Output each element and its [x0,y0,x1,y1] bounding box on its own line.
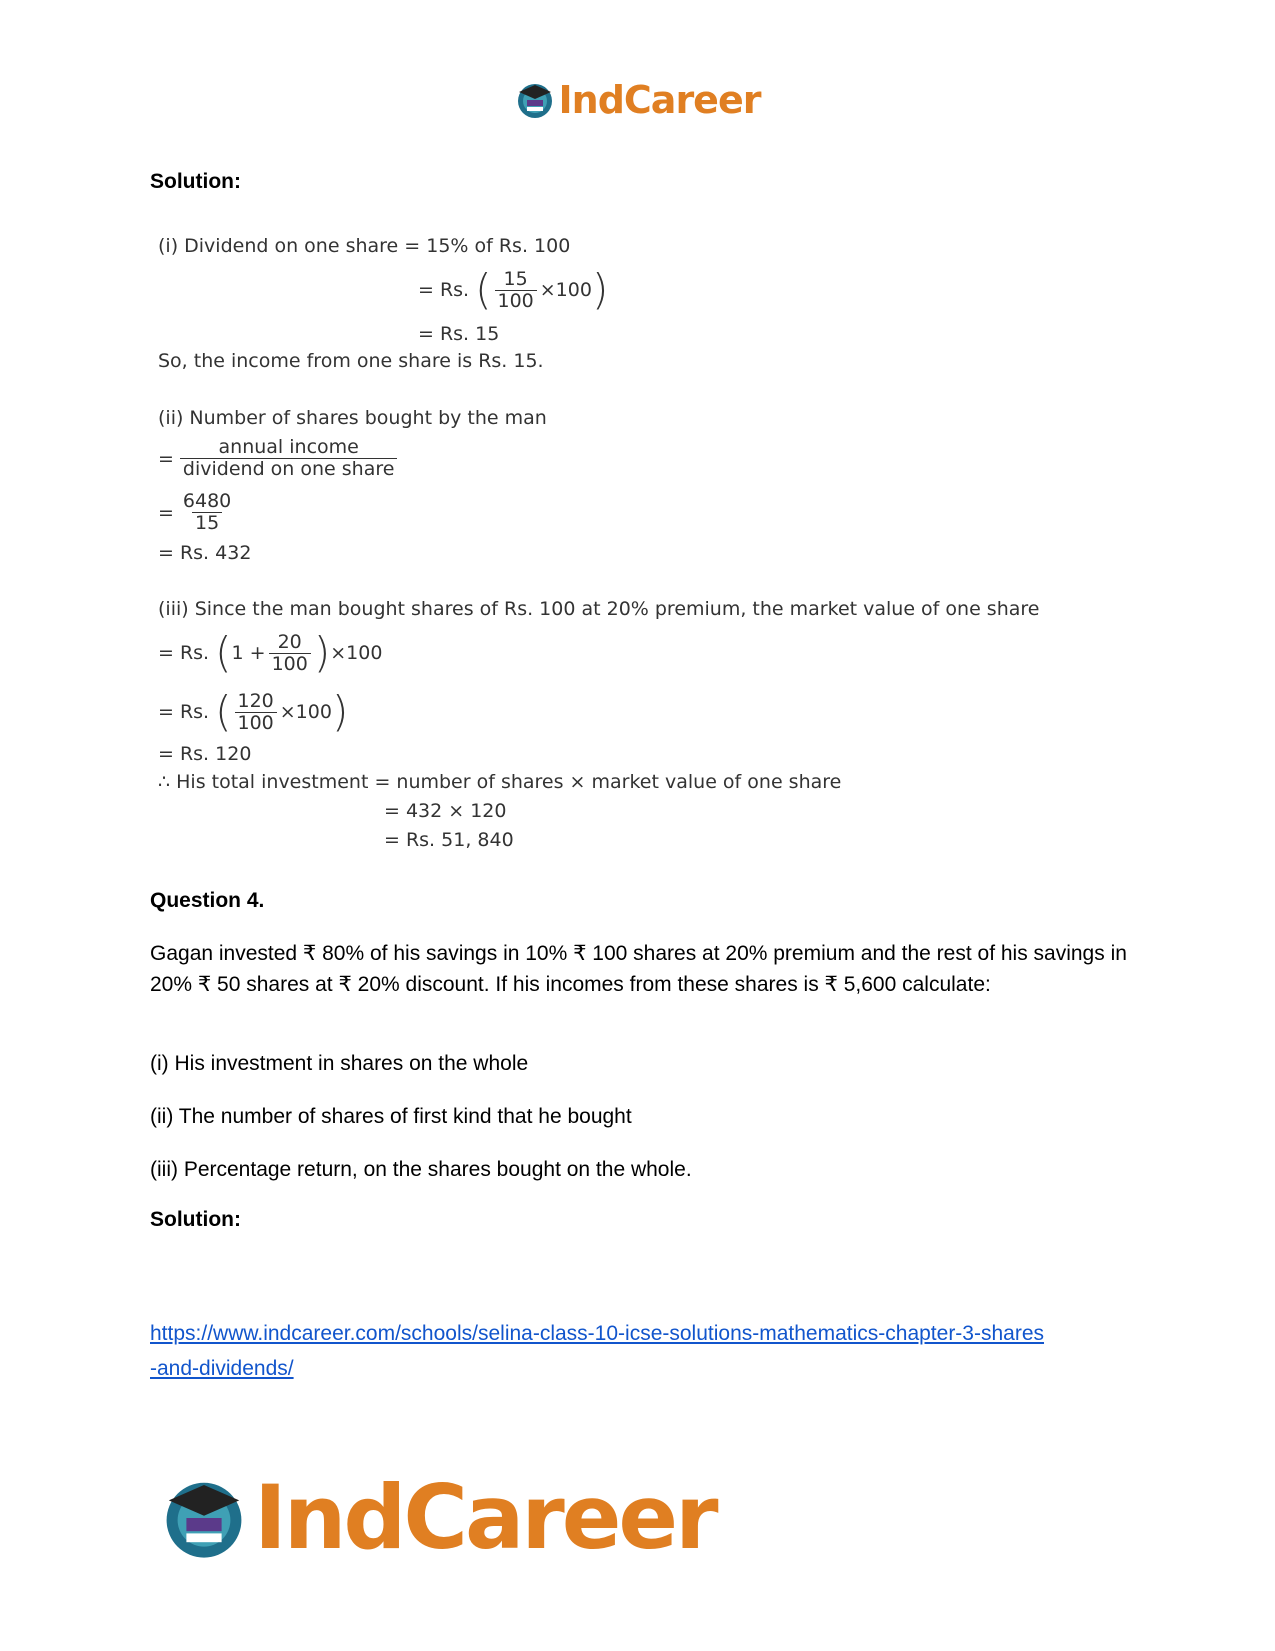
part1-eq1-suffix: ×100 [539,279,592,301]
left-paren: ( [215,687,232,736]
part2-frac2-den: 15 [192,512,222,534]
part3-investment-eq1: = 432 × 120 [384,800,507,822]
part3-frac1-den: 100 [269,653,311,675]
part3-investment-line: ∴ His total investment = number of shares × market value of one share [158,771,842,793]
left-paren: ( [475,265,492,314]
part1-eq1-prefix: = Rs. [418,279,470,301]
part2-line1: (ii) Number of shares bought by the man [158,407,547,429]
logo-text: IndCareer [558,78,761,122]
question4-body: Gagan invested ₹ 80% of his savings in 10% ₹ 100 shares at 20% premium and the rest of his savings in 20% ₹ 50 shares at ₹ 20% discount. If his incomes from these shares is ₹ 5,600 calculate: [150,942,1127,996]
right-paren: ) [331,687,349,736]
part1-equation1 [418,262,608,318]
part1-line1: (i) Dividend on one share = 15% of Rs. 100 [158,235,571,257]
question4-solution-heading: Solution: [150,1208,241,1231]
part3-eq1-prefix: = Rs. [158,642,210,664]
part3-equation1 [158,626,382,680]
question4-item-2: (ii) The number of shares of first kind that he bought [150,1105,632,1128]
part2-frac1-den: dividend on one share [180,458,398,480]
part3-equation3: = Rs. 120 [158,743,252,765]
part3-eq2-suffix: ×100 [279,701,332,723]
part2-result: = Rs. 432 [158,542,252,564]
part2-eq-sign: = [158,447,174,470]
part1-frac-den: 100 [495,290,537,312]
graduation-globe-icon [515,80,555,120]
solution-heading: Solution: [150,170,241,193]
part3-eq2-prefix: = Rs. [158,701,210,723]
part2-fraction2 [180,491,234,534]
question4-title: Question 4. [150,889,265,912]
header-logo [0,78,1275,122]
logo-text: IndCareer [254,1466,716,1569]
part3-frac1-num: 20 [277,630,302,653]
part1-fraction [495,269,537,312]
part2-frac2-num: 6480 [182,490,232,512]
part1-conclusion: So, the income from one share is Rs. 15. [158,350,544,372]
source-link-line2[interactable]: -and-dividends/ [150,1357,294,1380]
part3-frac2-num: 120 [237,689,274,712]
part3-frac2-den: 100 [235,712,277,734]
graduation-globe-icon [160,1474,248,1562]
part2-equation1 [158,437,400,480]
part3-investment-eq2: = Rs. 51, 840 [384,829,514,851]
source-link-line1[interactable]: https://www.indcareer.com/schools/selina-class-10-icse-solutions-mathematics-chapter-3-shares [150,1322,1045,1345]
part2-frac1-num: annual income [218,436,359,458]
part3-line1: (iii) Since the man bought shares of Rs. 100 at 20% premium, the market value of one share [158,598,1040,620]
right-paren: ) [313,628,331,677]
question4-item-3: (iii) Percentage return, on the shares bought on the whole. [150,1158,692,1181]
part3-fraction1 [269,632,311,675]
part1-equation2: = Rs. 15 [418,323,500,345]
left-paren: ( [215,628,232,677]
part3-equation2 [158,685,348,739]
right-paren: ) [591,265,609,314]
part3-eq1-inner: 1 + [231,642,266,664]
footer-logo [160,1466,716,1569]
part3-fraction2 [235,691,277,734]
question4-item-1: (i) His investment in shares on the whole [150,1052,529,1075]
part2-equation2 [158,491,237,534]
part2-fraction1 [180,437,398,480]
part1-frac-num: 15 [503,267,528,290]
part2-eq-sign-2: = [158,501,174,524]
part3-eq1-suffix: ×100 [330,642,383,664]
